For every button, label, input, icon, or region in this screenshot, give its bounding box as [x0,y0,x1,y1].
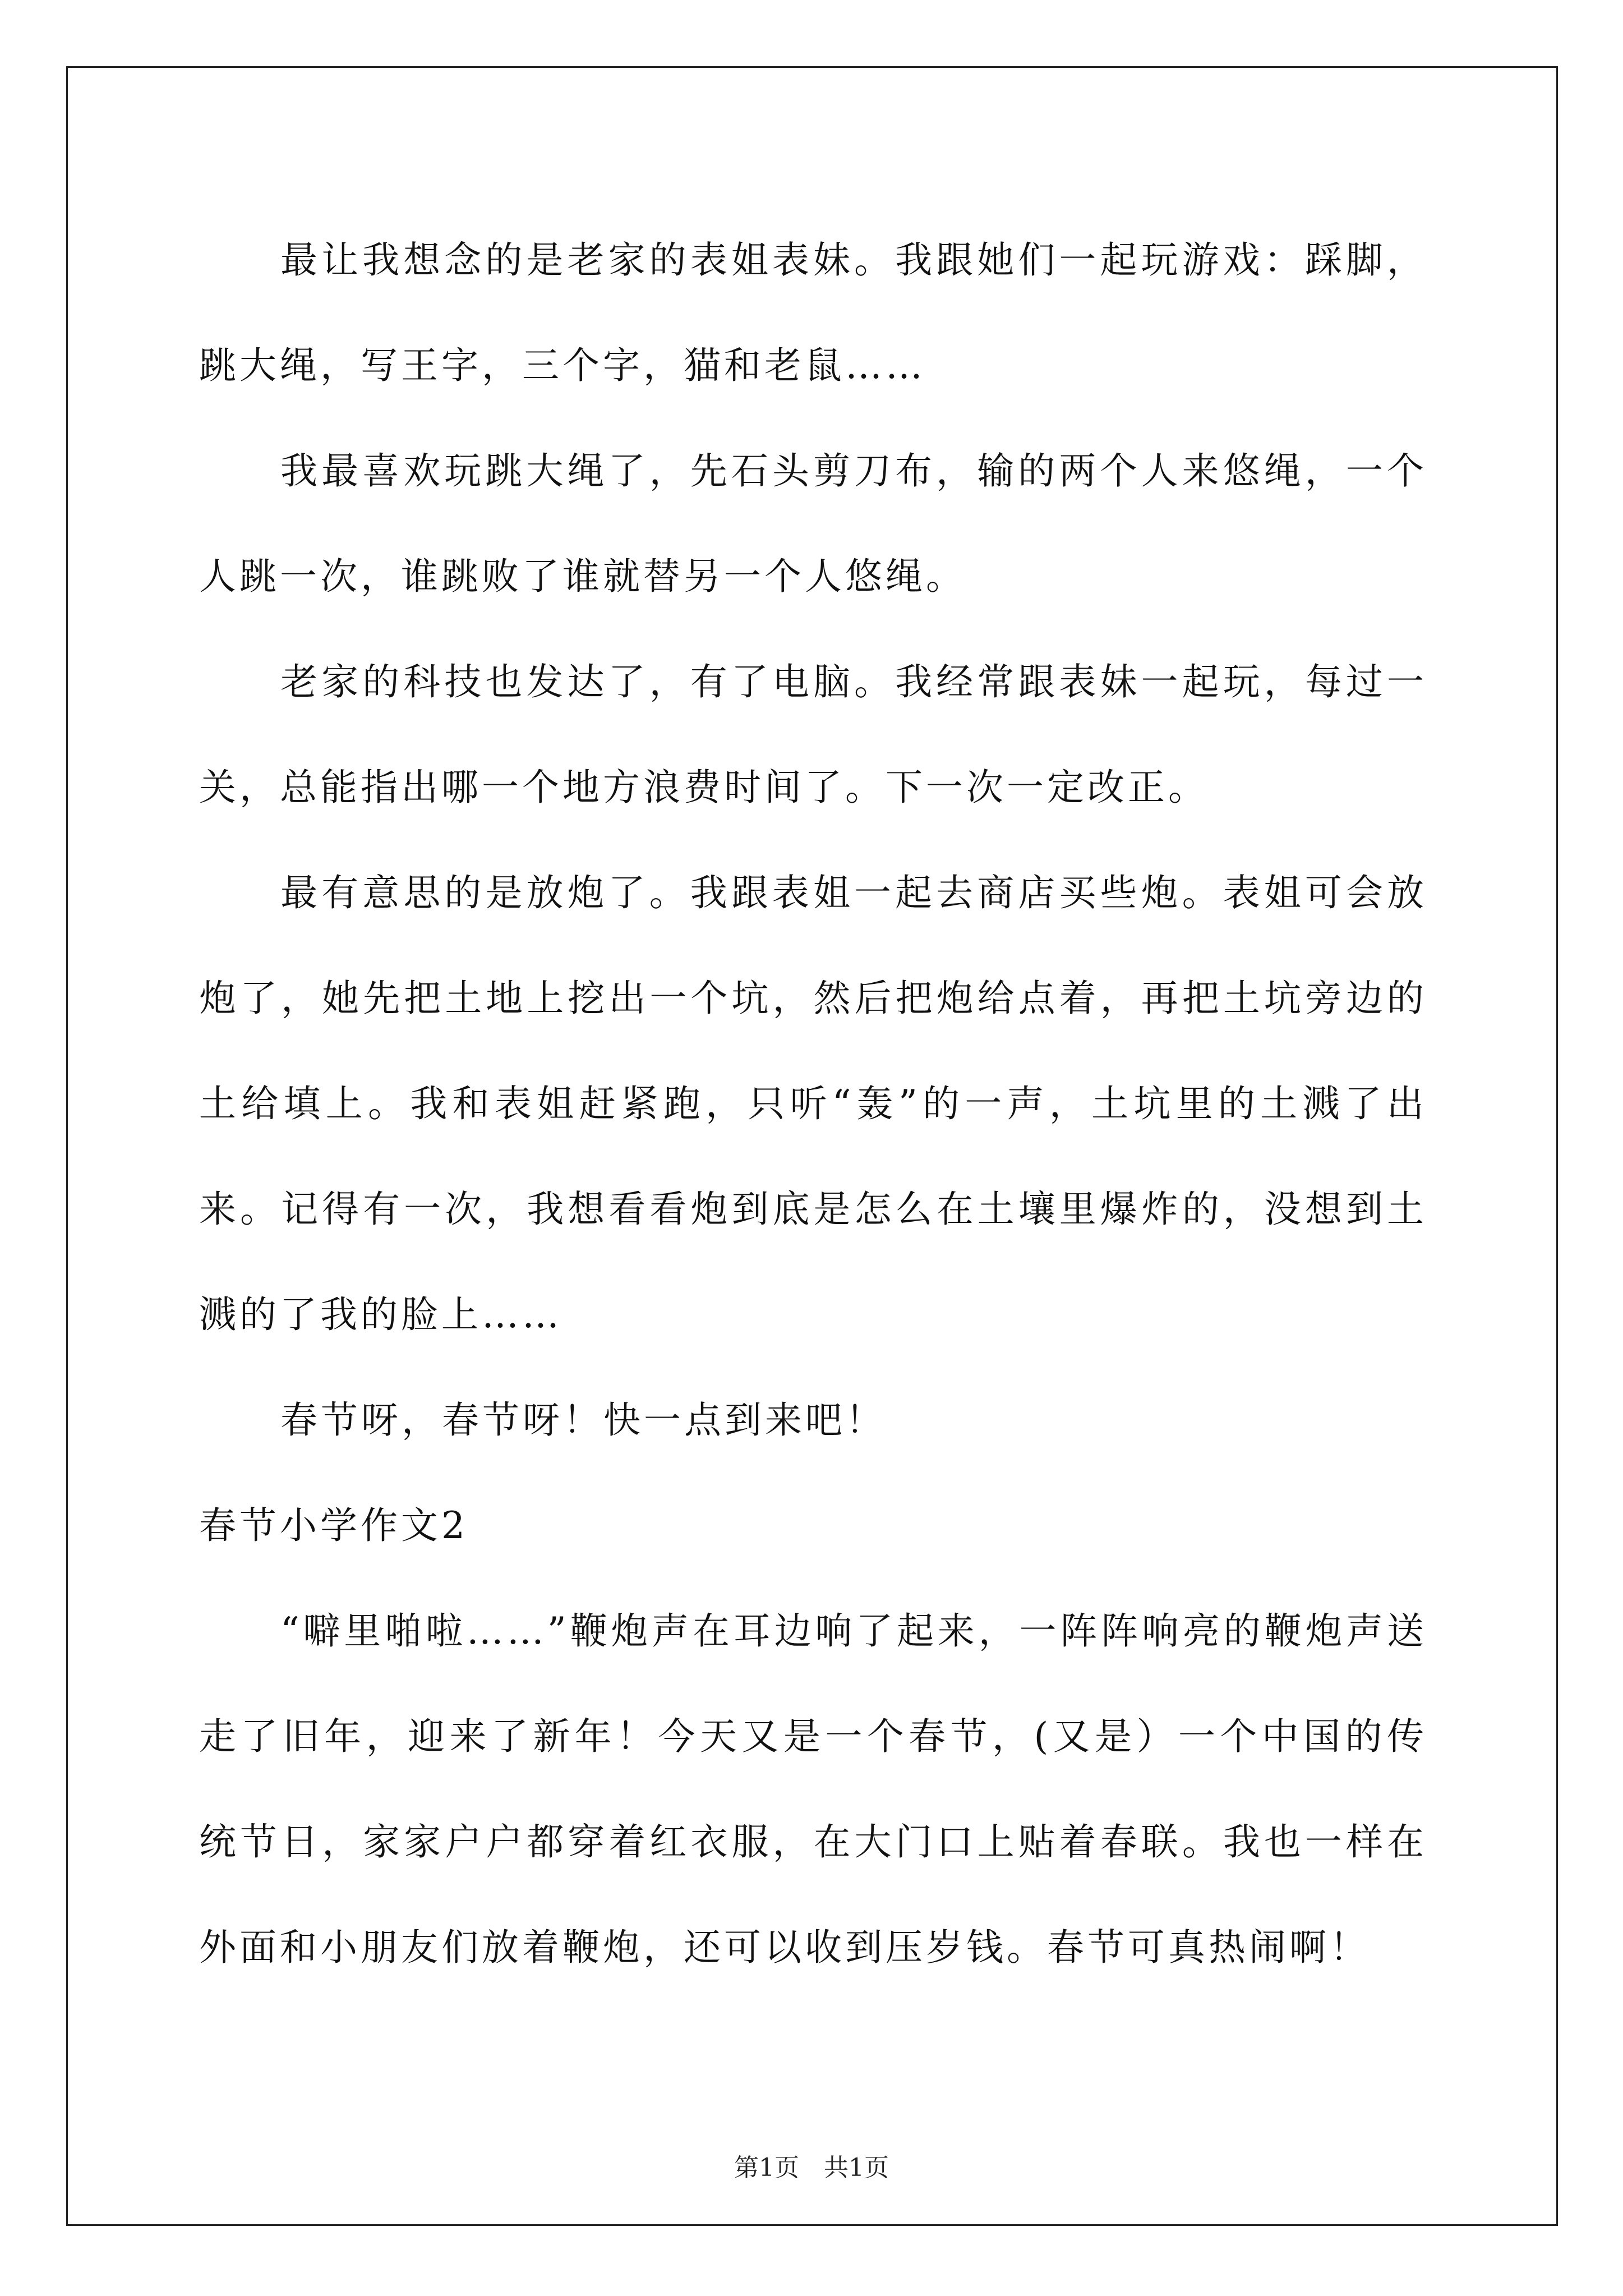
paragraph-2: 我最喜欢玩跳大绳了，先石头剪刀布，输的两个人来悠绳，一个人跳一次，谁跳败了谁就替另一个人悠绳。 [199,449,1427,598]
paragraph-5: 春节呀，春节呀！快一点到来吧！ [280,1398,886,1442]
paragraph-1: 最让我想念的是老家的表姐表妹。我跟她们一起玩游戏：踩脚，跳大绳，写王字，三个字，猫和老鼠…… [199,238,1427,387]
document-body [199,208,1427,2000]
section-heading: 春节小学作文2 [199,1504,468,1547]
page-number-footer: 第1页 共1页 [734,2154,889,2182]
paragraph-6: “噼里啪啦……”鞭炮声在耳边响了起来，一阵阵响亮的鞭炮声送走了旧年，迎来了新年！今天又是一个春节，(又是）一个中国的传统节日，家家户户都穿着红衣服，在大门口上贴着春联。我也一样在外面和小朋友们放着鞭炮，还可以收到压岁钱。春节可真热闹啊！ [199,1609,1427,1969]
paragraph-3: 老家的科技也发达了，有了电脑。我经常跟表妹一起玩，每过一关，总能指出哪一个地方浪费时间了。下一次一定改正。 [199,660,1427,809]
paragraph-4: 最有意思的是放炮了。我跟表姐一起去商店买些炮。表姐可会放炮了，她先把土地上挖出一个坑，然后把炮给点着，再把土坑旁边的土给填上。我和表姐赶紧跑，只听“轰”的一声，土坑里的土溅了出来。记得有一次，我想看看炮到底是怎么在土壤里爆炸的，没想到土溅的了我的脸上…… [199,871,1427,1336]
